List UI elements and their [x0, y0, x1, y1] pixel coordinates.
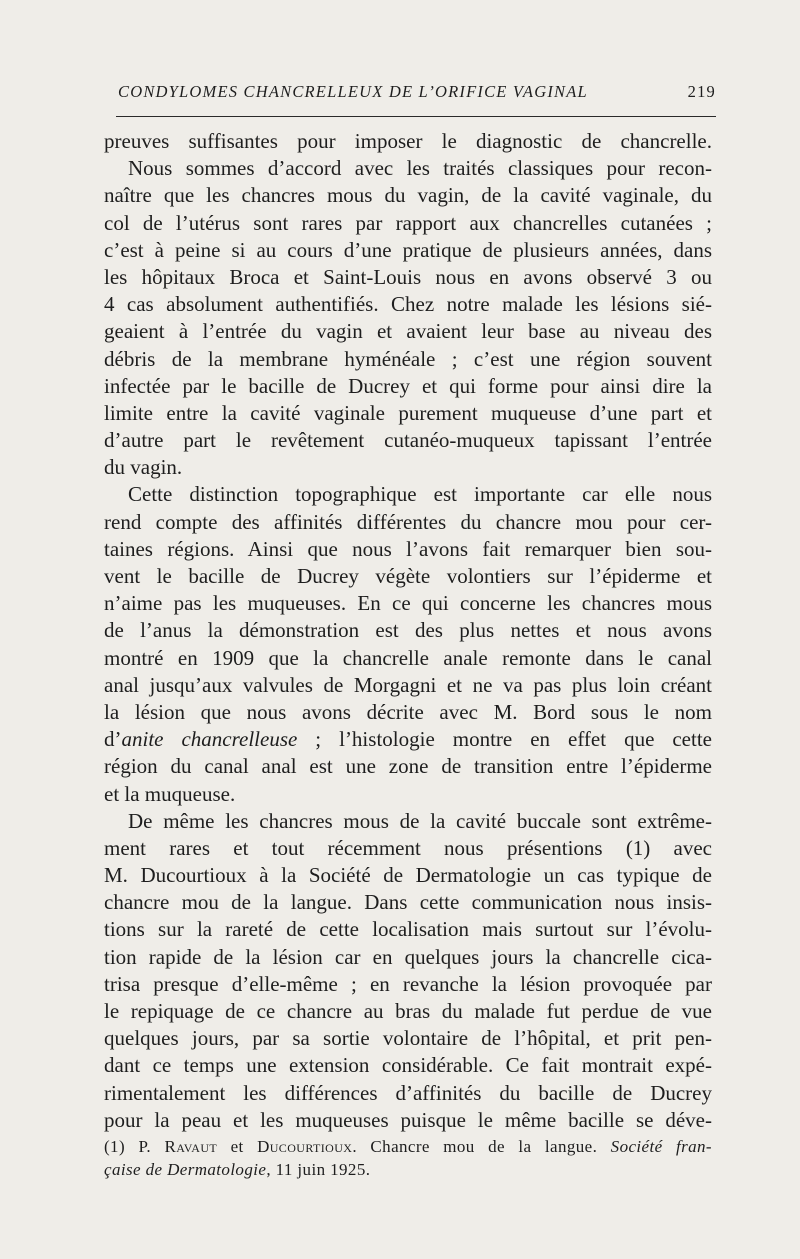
text-line: rend compte des affinités différentes du chancre mou pour cer-: [104, 509, 712, 534]
text-continuation: ; l’histologie montre en effet que cette: [297, 727, 712, 752]
text-line: De même les chancres mous de la cavité buccale sont extrême-: [128, 808, 712, 833]
running-title: CONDYLOMES CHANCRELLEUX DE L’ORIFICE VAGINAL: [118, 82, 588, 101]
footnote-author: Ducourtioux: [257, 1137, 353, 1156]
text-line: de l’anus la démonstration est des plus nettes et nous avons: [104, 618, 712, 643]
text-line: montré en 1909 que la chancrelle anale remonte dans le canal: [104, 645, 712, 670]
text-line: naître que les chancres mous du vagin, de la cavité vaginale, du: [104, 183, 712, 208]
text-line: col de l’utérus sont rares par rapport aux chancrelles cutanées ;: [104, 210, 712, 235]
text-line: d’autre part le revêtement cutanéo-muqueux tapissant l’entrée: [104, 428, 712, 453]
d-prefix: d’: [104, 727, 122, 752]
text-line: tions sur la rareté de cette localisation mais surtout sur l’évolu-: [104, 917, 712, 942]
text-line: du vagin.: [104, 455, 183, 480]
text-line: région du canal anal est une zone de transition entre l’épiderme: [104, 754, 712, 779]
footnote-initial: P.: [138, 1137, 152, 1156]
footnote-line: [104, 1135, 712, 1158]
text-line: la lésion que nous avons décrite avec M. Bord sous le nom: [104, 699, 712, 724]
text-line: ment rares et tout récemment nous présentions (1) avec: [104, 835, 712, 860]
footnote-journal: Société fran-: [610, 1137, 712, 1156]
text-line: le repiquage de ce chancre au bras du malade fut perdue de vue: [104, 999, 712, 1023]
footnote-date: , 11 juin 1925.: [266, 1160, 371, 1179]
body-text: [104, 128, 712, 1134]
text-line: tion rapide de la lésion car en quelques jours la chancrelle cica-: [104, 944, 712, 969]
footnote: [104, 1135, 712, 1181]
footnote-journal: çaise de Dermatologie: [104, 1160, 267, 1179]
running-header: [118, 82, 716, 102]
text-line: les hôpitaux Broca et Saint-Louis nous en avons observé 3 ou: [104, 264, 712, 289]
footnote-line: [104, 1158, 712, 1181]
footnote-author: Ravaut: [164, 1137, 218, 1156]
text-line: geaient à l’entrée du vagin et avaient leur base au niveau des: [104, 319, 712, 344]
footnote-marker: (1): [104, 1137, 126, 1156]
page-number: 219: [687, 82, 716, 101]
text-line: limite entre la cavité vaginale purement muqueuse d’une part et: [104, 400, 712, 425]
text-line: c’est à peine si au cours d’une pratique de plusieurs années, dans: [104, 237, 712, 262]
text-line: et la muqueuse.: [104, 781, 236, 806]
text-line: chancre mou de la langue. Dans cette communication nous insis-: [104, 890, 712, 915]
text-line: M. Ducourtioux à la Société de Dermatologie un cas typique de: [104, 863, 712, 888]
header-rule: [116, 116, 716, 117]
italic-term: anite chancrelleuse: [121, 727, 298, 752]
text-line: quelques jours, par sa sortie volontaire de l’hôpital, et prit pen-: [104, 1026, 712, 1051]
text-line: débris de la membrane hyménéale ; c’est une région souvent: [104, 346, 712, 371]
text-line: preuves suffisantes pour imposer le diagnostic de chancrelle.: [104, 129, 712, 153]
text-line: n’aime pas les muqueuses. En ce qui concerne les chancres mous: [104, 591, 712, 616]
text-line: anal jusqu’aux valvules de Morgagni et ne va pas plus loin créant: [104, 672, 712, 697]
text-line: vent le bacille de Ducrey végète volontiers sur l’épiderme et: [104, 564, 712, 588]
text-line: dant ce temps une extension considérable. Ce fait montrait expé-: [104, 1053, 712, 1078]
text-line-mixed: [104, 726, 712, 753]
text-line: taines régions. Ainsi que nous l’avons fait remarquer bien sou-: [104, 536, 712, 561]
text-line: pour la peau et les muqueuses puisque le même bacille se déve-: [104, 1107, 712, 1132]
text-line: infectée par le bacille de Ducrey et qui forme pour ainsi dire la: [104, 373, 712, 398]
text-line: Cette distinction topographique est importante car elle nous: [128, 482, 712, 507]
text-line: Nous sommes d’accord avec les traités classiques pour recon-: [128, 156, 712, 181]
footnote-text: . Chancre mou de la langue.: [352, 1137, 598, 1156]
text-line: rimentalement les différences d’affinités du bacille de Ducrey: [104, 1080, 712, 1105]
text-line: 4 cas absolument authentifiés. Chez notre malade les lésions sié-: [104, 292, 712, 317]
footnote-conjunction: et: [230, 1137, 244, 1156]
text-line: trisa presque d’elle-même ; en revanche la lésion provoquée par: [104, 971, 712, 996]
